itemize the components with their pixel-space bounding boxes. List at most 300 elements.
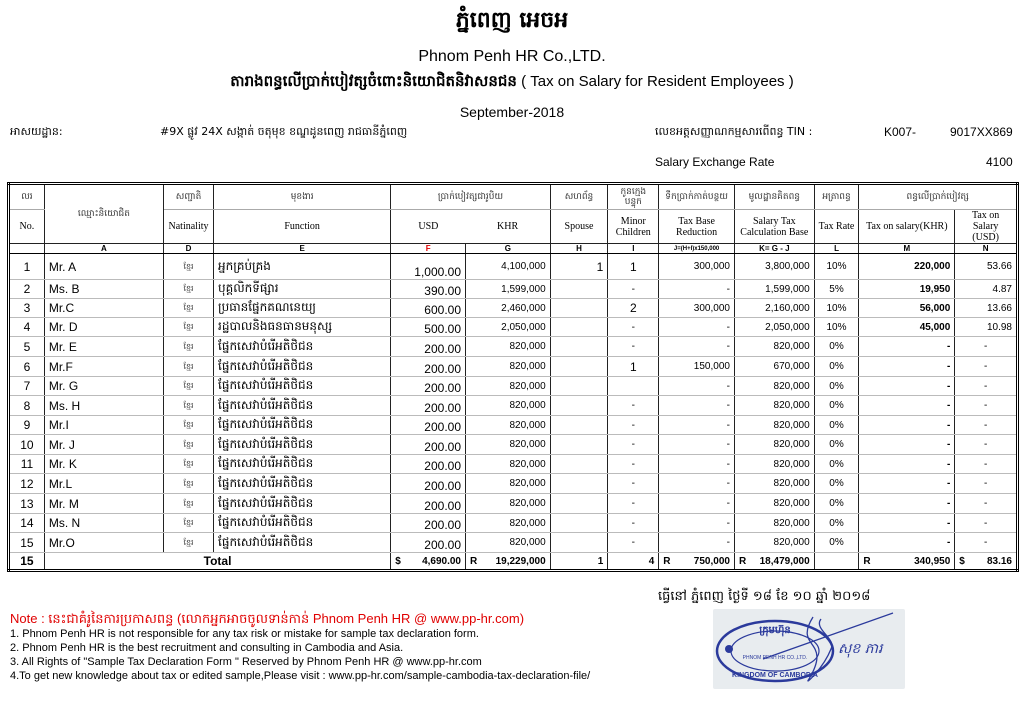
tax-khr: - bbox=[859, 455, 955, 474]
header-reduction-kh: ទឹកប្រាក់កាត់បន្ថយ bbox=[659, 184, 735, 210]
svg-text:សុខ ភារ: សុខ ភារ bbox=[838, 641, 883, 657]
spouse-count bbox=[550, 455, 608, 474]
tax-usd: - bbox=[955, 533, 1018, 553]
table-row bbox=[9, 280, 1018, 299]
function: ផ្នែកសេវាបំរើអតិថិជន bbox=[214, 455, 391, 474]
total-label: Total bbox=[44, 553, 390, 571]
nationality: ខ្មែរ bbox=[164, 455, 214, 474]
tax-rate: 0% bbox=[814, 435, 859, 455]
letter-i: I bbox=[608, 244, 659, 254]
header-minor: Minor Children bbox=[608, 210, 659, 244]
minor-children: 1 bbox=[608, 254, 659, 280]
total-khr bbox=[466, 553, 551, 571]
employee-name: Ms. N bbox=[44, 514, 163, 533]
address-value: #9X ផ្លូវ 24X សង្កាត់ ចតុមុខ ខណ្ឌដូនពេញ រាជធានីភ្នំពេញ bbox=[160, 125, 408, 138]
header-reduction: Tax Base Reduction bbox=[659, 210, 735, 244]
tax-khr: 19,950 bbox=[859, 280, 955, 299]
tax-usd: - bbox=[955, 514, 1018, 533]
table-row bbox=[9, 455, 1018, 474]
employee-name: Ms. B bbox=[44, 280, 163, 299]
letter-g: G bbox=[466, 244, 551, 254]
spouse-count bbox=[550, 280, 608, 299]
tax-usd: - bbox=[955, 494, 1018, 514]
letter-f: F bbox=[391, 244, 466, 254]
row-no: 5 bbox=[9, 337, 45, 357]
header-function: Function bbox=[214, 210, 391, 244]
function: ផ្នែកសេវាបំរើអតិថិជន bbox=[214, 474, 391, 494]
spouse-count bbox=[550, 337, 608, 357]
salary-usd: 500.00 bbox=[391, 318, 466, 337]
tax-calc-base: 820,000 bbox=[734, 494, 814, 514]
tax-usd: - bbox=[955, 377, 1018, 396]
tin-label: លេខអត្តសញ្ញាណកម្មសារពើពន្ធ TIN : bbox=[655, 125, 813, 138]
tax-calc-base: 820,000 bbox=[734, 474, 814, 494]
header-rate: Tax Rate bbox=[814, 210, 859, 244]
tax-base-reduction: - bbox=[659, 377, 735, 396]
row-no: 8 bbox=[9, 396, 45, 416]
function: ផ្នែកសេវាបំរើអតិថិជន bbox=[214, 514, 391, 533]
tax-base-reduction: 300,000 bbox=[659, 254, 735, 280]
tax-calc-base: 820,000 bbox=[734, 416, 814, 435]
tax-usd: - bbox=[955, 337, 1018, 357]
header-function-kh: មុខងារ bbox=[214, 184, 391, 210]
salary-khr: 4,100,000 bbox=[466, 254, 551, 280]
minor-children: - bbox=[608, 455, 659, 474]
table-row bbox=[9, 377, 1018, 396]
spouse-count bbox=[550, 377, 608, 396]
tax-usd: - bbox=[955, 455, 1018, 474]
row-no: 12 bbox=[9, 474, 45, 494]
nationality: ខ្មែរ bbox=[164, 396, 214, 416]
spouse-count bbox=[550, 514, 608, 533]
tax-rate: 0% bbox=[814, 474, 859, 494]
employee-name: Mr.I bbox=[44, 416, 163, 435]
minor-children: - bbox=[608, 494, 659, 514]
form-subtitle bbox=[0, 72, 1024, 94]
function: ប្រធានផ្នែកគណនេយ្យ bbox=[214, 299, 391, 318]
table-row bbox=[9, 299, 1018, 318]
row-no: 7 bbox=[9, 377, 45, 396]
salary-usd: 200.00 bbox=[391, 416, 466, 435]
total-spouse: 1 bbox=[550, 553, 608, 571]
total-base bbox=[734, 553, 814, 571]
salary-usd: 200.00 bbox=[391, 377, 466, 396]
tax-rate: 0% bbox=[814, 494, 859, 514]
currency-riel: R bbox=[738, 555, 747, 567]
salary-usd: 600.00 bbox=[391, 299, 466, 318]
salary-khr: 820,000 bbox=[466, 416, 551, 435]
currency-usd: $ bbox=[395, 555, 401, 567]
note-item: 3. All Rights of "Sample Tax Declaration Form " Reserved by Phnom Penh HR @ www.pp-hr.com bbox=[10, 656, 482, 668]
salary-khr: 820,000 bbox=[466, 474, 551, 494]
salary-khr: 820,000 bbox=[466, 494, 551, 514]
row-no: 3 bbox=[9, 299, 45, 318]
salary-khr: 2,050,000 bbox=[466, 318, 551, 337]
employee-name: Mr.F bbox=[44, 357, 163, 377]
nationality: ខ្មែរ bbox=[164, 318, 214, 337]
tax-calc-base: 820,000 bbox=[734, 337, 814, 357]
total-count: 15 bbox=[9, 553, 45, 571]
exchange-rate-value: 4100 bbox=[986, 155, 1013, 169]
table-row bbox=[9, 416, 1018, 435]
spouse-count bbox=[550, 494, 608, 514]
nationality: ខ្មែរ bbox=[164, 357, 214, 377]
total-tax-usd-value: 83.16 bbox=[986, 555, 1012, 567]
header-spouse-kh: សហព័ន្ធ bbox=[550, 184, 608, 210]
tax-khr: 56,000 bbox=[859, 299, 955, 318]
tax-calc-base: 820,000 bbox=[734, 396, 814, 416]
notes-section bbox=[10, 612, 590, 683]
minor-children: - bbox=[608, 533, 659, 553]
spouse-count bbox=[550, 299, 608, 318]
tax-rate: 5% bbox=[814, 280, 859, 299]
header-row-kh bbox=[9, 184, 1018, 210]
header-base: Salary Tax Calculation Base bbox=[734, 210, 814, 244]
total-base-value: 18,479,000 bbox=[759, 555, 810, 567]
tax-rate: 0% bbox=[814, 396, 859, 416]
table-row bbox=[9, 514, 1018, 533]
note-title: Note : នេះជាគំរូនៃការប្រកាសពន្ធ (លោកអ្នកអាចចូលទាន់កាន់ Phnom Penh HR @ www.pp-hr.com) bbox=[10, 611, 525, 626]
function: ផ្នែកសេវាបំរើអតិថិជន bbox=[214, 533, 391, 553]
header-khr: KHR bbox=[466, 210, 551, 244]
total-khr-value: 19,229,000 bbox=[495, 555, 546, 567]
currency-riel: R bbox=[663, 555, 671, 567]
tax-khr: 220,000 bbox=[859, 254, 955, 280]
letter-m: M bbox=[859, 244, 955, 254]
employee-name: Mr.O bbox=[44, 533, 163, 553]
salary-khr: 820,000 bbox=[466, 396, 551, 416]
tax-calc-base: 820,000 bbox=[734, 377, 814, 396]
function: ផ្នែកសេវាបំរើអតិថិជន bbox=[214, 435, 391, 455]
document-title-kh: ភ្នំពេញ អេចអ bbox=[455, 8, 569, 33]
row-no: 1 bbox=[9, 254, 45, 280]
header-nationality-kh: សញ្ជាតិ bbox=[164, 184, 214, 210]
letter-no bbox=[9, 244, 45, 254]
employee-name: Mr. E bbox=[44, 337, 163, 357]
address-label: អាសយដ្ឋាន: bbox=[10, 125, 63, 138]
function: ផ្នែកសេវាបំរើអតិថិជន bbox=[214, 494, 391, 514]
spouse-count bbox=[550, 474, 608, 494]
header-usd: USD bbox=[391, 210, 466, 244]
function: ផ្នែកសេវាបំរើអតិថិជន bbox=[214, 357, 391, 377]
salary-khr: 820,000 bbox=[466, 455, 551, 474]
spouse-count: 1 bbox=[550, 254, 608, 280]
tax-khr: - bbox=[859, 533, 955, 553]
tax-rate: 10% bbox=[814, 299, 859, 318]
employee-name: Mr.C bbox=[44, 299, 163, 318]
tax-calc-base: 820,000 bbox=[734, 455, 814, 474]
minor-children: - bbox=[608, 337, 659, 357]
function: ផ្នែកសេវាបំរើអតិថិជន bbox=[214, 337, 391, 357]
tax-rate: 0% bbox=[814, 337, 859, 357]
salary-khr: 820,000 bbox=[466, 514, 551, 533]
nationality: ខ្មែរ bbox=[164, 377, 214, 396]
header-base-kh: មូលដ្ឋានគិតពន្ធ bbox=[734, 184, 814, 210]
total-reduction-value: 750,000 bbox=[693, 555, 730, 567]
spouse-count bbox=[550, 533, 608, 553]
company-stamp-signature bbox=[713, 609, 905, 689]
header-nationality: Natinality bbox=[164, 210, 214, 244]
stamp-icon bbox=[713, 609, 905, 689]
tax-khr: - bbox=[859, 357, 955, 377]
tax-base-reduction: - bbox=[659, 337, 735, 357]
tax-rate: 0% bbox=[814, 357, 859, 377]
function: បុគ្គលិកទីផ្សារ bbox=[214, 280, 391, 299]
total-tax-khr-value: 340,950 bbox=[914, 555, 951, 567]
svg-text:KINGDOM OF CAMBODIA: KINGDOM OF CAMBODIA bbox=[732, 672, 818, 679]
exchange-rate-label: Salary Exchange Rate bbox=[655, 155, 775, 169]
svg-text:ក្រុមហ៊ុន: ក្រុមហ៊ុន bbox=[759, 625, 791, 636]
letter-j: J=(H+I)x150,000 bbox=[659, 244, 735, 254]
table-row bbox=[9, 337, 1018, 357]
tax-khr: - bbox=[859, 435, 955, 455]
tax-rate: 0% bbox=[814, 455, 859, 474]
letter-l: L bbox=[814, 244, 859, 254]
row-no: 9 bbox=[9, 416, 45, 435]
tax-calc-base: 2,050,000 bbox=[734, 318, 814, 337]
salary-khr: 820,000 bbox=[466, 533, 551, 553]
spouse-count bbox=[550, 396, 608, 416]
tax-khr: - bbox=[859, 377, 955, 396]
salary-usd: 1,000.00 bbox=[391, 254, 466, 280]
tax-khr: - bbox=[859, 494, 955, 514]
table-row bbox=[9, 396, 1018, 416]
letter-h: H bbox=[550, 244, 608, 254]
signing-date: ធ្វើនៅ ភ្នំពេញ ថ្ងៃទី ១៨ ខែ ១០ ឆ្នាំ ២០១៨ bbox=[658, 589, 871, 604]
tax-base-reduction: - bbox=[659, 533, 735, 553]
tax-base-reduction: 150,000 bbox=[659, 357, 735, 377]
minor-children: - bbox=[608, 416, 659, 435]
tax-usd: 53.66 bbox=[955, 254, 1018, 280]
tax-khr: - bbox=[859, 337, 955, 357]
tax-base-reduction: - bbox=[659, 494, 735, 514]
total-row bbox=[9, 553, 1018, 571]
header-tax-kh: ពន្ធលើប្រាក់បៀវត្ស bbox=[859, 184, 1018, 210]
tax-khr: - bbox=[859, 396, 955, 416]
salary-usd: 200.00 bbox=[391, 455, 466, 474]
tax-usd: - bbox=[955, 474, 1018, 494]
tax-base-reduction: - bbox=[659, 474, 735, 494]
employee-name: Mr. G bbox=[44, 377, 163, 396]
table-body bbox=[9, 254, 1018, 553]
tax-base-reduction: - bbox=[659, 318, 735, 337]
header-name-kh: ឈ្មោះនិយោជិត bbox=[44, 184, 163, 244]
salary-usd: 200.00 bbox=[391, 533, 466, 553]
spouse-count bbox=[550, 435, 608, 455]
salary-khr: 820,000 bbox=[466, 357, 551, 377]
period: September-2018 bbox=[459, 104, 565, 120]
function: ផ្នែកសេវាបំរើអតិថិជន bbox=[214, 396, 391, 416]
minor-children bbox=[608, 377, 659, 396]
letter-a: A bbox=[44, 244, 163, 254]
note-item: 2. Phnom Penh HR is the best recruitment and consulting in Cambodia and Asia. bbox=[10, 642, 404, 654]
tax-base-reduction: - bbox=[659, 435, 735, 455]
employee-name: Ms. H bbox=[44, 396, 163, 416]
tax-rate: 0% bbox=[814, 514, 859, 533]
currency-riel: R bbox=[863, 555, 871, 567]
total-usd bbox=[391, 553, 466, 571]
function: អ្នកគ្រប់គ្រង bbox=[214, 254, 391, 280]
employee-name: Mr. A bbox=[44, 254, 163, 280]
subtitle-en: ( Tax on Salary for Resident Employees ) bbox=[521, 73, 794, 90]
tax-base-reduction: - bbox=[659, 280, 735, 299]
table-row bbox=[9, 474, 1018, 494]
salary-usd: 200.00 bbox=[391, 396, 466, 416]
tax-rate: 0% bbox=[814, 377, 859, 396]
tax-usd: - bbox=[955, 435, 1018, 455]
tax-calc-base: 820,000 bbox=[734, 435, 814, 455]
tax-rate: 10% bbox=[814, 318, 859, 337]
nationality: ខ្មែរ bbox=[164, 254, 214, 280]
minor-children: - bbox=[608, 280, 659, 299]
table-row bbox=[9, 357, 1018, 377]
nationality: ខ្មែរ bbox=[164, 533, 214, 553]
letter-d: D bbox=[164, 244, 214, 254]
tax-base-reduction: - bbox=[659, 396, 735, 416]
currency-riel: R bbox=[470, 555, 478, 567]
currency-usd: $ bbox=[959, 555, 965, 567]
function: ផ្នែកសេវាបំរើអតិថិជន bbox=[214, 377, 391, 396]
nationality: ខ្មែរ bbox=[164, 494, 214, 514]
tax-base-reduction: - bbox=[659, 455, 735, 474]
svg-text:PHNOM PENH HR CO.,LTD.: PHNOM PENH HR CO.,LTD. bbox=[742, 655, 808, 661]
tax-rate: 0% bbox=[814, 416, 859, 435]
nationality: ខ្មែរ bbox=[164, 435, 214, 455]
salary-usd: 200.00 bbox=[391, 435, 466, 455]
salary-khr: 820,000 bbox=[466, 337, 551, 357]
spouse-count bbox=[550, 357, 608, 377]
tax-base-reduction: 300,000 bbox=[659, 299, 735, 318]
employee-name: Mr. J bbox=[44, 435, 163, 455]
tax-khr: - bbox=[859, 474, 955, 494]
row-no: 15 bbox=[9, 533, 45, 553]
tax-usd: 13.66 bbox=[955, 299, 1018, 318]
total-rate bbox=[814, 553, 859, 571]
row-no: 14 bbox=[9, 514, 45, 533]
header-minor-kh: កូនក្មេង បន្ទុក bbox=[608, 184, 659, 210]
total-reduction bbox=[659, 553, 735, 571]
salary-usd: 200.00 bbox=[391, 357, 466, 377]
tax-calc-base: 820,000 bbox=[734, 533, 814, 553]
row-no: 6 bbox=[9, 357, 45, 377]
tax-usd: 10.98 bbox=[955, 318, 1018, 337]
tax-usd: - bbox=[955, 396, 1018, 416]
row-no: 13 bbox=[9, 494, 45, 514]
header-rate-kh: អត្រាពន្ធ bbox=[814, 184, 859, 210]
table-row bbox=[9, 254, 1018, 280]
salary-khr: 1,599,000 bbox=[466, 280, 551, 299]
employee-name: Mr. M bbox=[44, 494, 163, 514]
minor-children: - bbox=[608, 396, 659, 416]
salary-khr: 820,000 bbox=[466, 435, 551, 455]
salary-usd: 200.00 bbox=[391, 514, 466, 533]
tax-base-reduction: - bbox=[659, 514, 735, 533]
spouse-count bbox=[550, 416, 608, 435]
tax-khr: 45,000 bbox=[859, 318, 955, 337]
header-spouse: Spouse bbox=[550, 210, 608, 244]
nationality: ខ្មែរ bbox=[164, 337, 214, 357]
nationality: ខ្មែរ bbox=[164, 299, 214, 318]
subtitle-kh: តារាងពន្ធលើប្រាក់បៀវត្សចំពោះនិយោជិតនិវាសនជន bbox=[230, 72, 517, 90]
header-no-kh: លរ bbox=[9, 184, 45, 210]
row-no: 2 bbox=[9, 280, 45, 299]
salary-usd: 200.00 bbox=[391, 474, 466, 494]
row-no: 11 bbox=[9, 455, 45, 474]
tax-rate: 0% bbox=[814, 533, 859, 553]
tax-base-reduction: - bbox=[659, 416, 735, 435]
tin-value: 9017XX869 bbox=[950, 125, 1013, 139]
table-row bbox=[9, 494, 1018, 514]
note-item: 1. Phnom Penh HR is not responsible for any tax risk or mistake for sample tax declaration form. bbox=[10, 628, 479, 640]
employee-name: Mr.L bbox=[44, 474, 163, 494]
nationality: ខ្មែរ bbox=[164, 474, 214, 494]
minor-children: - bbox=[608, 474, 659, 494]
tax-usd: - bbox=[955, 357, 1018, 377]
total-usd-value: 4,690.00 bbox=[422, 555, 461, 567]
minor-children: - bbox=[608, 514, 659, 533]
employee-name: Mr. D bbox=[44, 318, 163, 337]
tax-usd: - bbox=[955, 416, 1018, 435]
row-no: 4 bbox=[9, 318, 45, 337]
tax-calc-base: 820,000 bbox=[734, 514, 814, 533]
nationality: ខ្មែរ bbox=[164, 280, 214, 299]
total-minor: 4 bbox=[608, 553, 659, 571]
company-name: Phnom Penh HR Co.,LTD. bbox=[418, 48, 606, 65]
note-item: 4.To get new knowledge about tax or edited sample,Please visit : www.pp-hr.com/sample-cambodia-tax-declaration-file/ bbox=[10, 670, 591, 682]
salary-usd: 200.00 bbox=[391, 337, 466, 357]
salary-khr: 820,000 bbox=[466, 377, 551, 396]
header-tax-khr: Tax on salary(KHR) bbox=[859, 210, 955, 244]
total-tax-khr bbox=[859, 553, 955, 571]
tax-khr: - bbox=[859, 514, 955, 533]
letter-k: K= G - J bbox=[734, 244, 814, 254]
tax-calc-base: 1,599,000 bbox=[734, 280, 814, 299]
minor-children: - bbox=[608, 318, 659, 337]
function: រដ្ឋបាលនិងធនធានមនុស្ស bbox=[214, 318, 391, 337]
function: ផ្នែកសេវាបំរើអតិថិជន bbox=[214, 416, 391, 435]
minor-children: - bbox=[608, 435, 659, 455]
header-salary-kh: ប្រាក់បៀវត្សជារូបិយ bbox=[391, 184, 550, 210]
table-row bbox=[9, 318, 1018, 337]
row-no: 10 bbox=[9, 435, 45, 455]
salary-usd: 200.00 bbox=[391, 494, 466, 514]
tax-calc-base: 3,800,000 bbox=[734, 254, 814, 280]
header-row-letters bbox=[9, 244, 1018, 254]
salary-khr: 2,460,000 bbox=[466, 299, 551, 318]
table-row bbox=[9, 533, 1018, 553]
tax-khr: - bbox=[859, 416, 955, 435]
spouse-count bbox=[550, 318, 608, 337]
minor-children: 2 bbox=[608, 299, 659, 318]
tax-calc-base: 2,160,000 bbox=[734, 299, 814, 318]
minor-children: 1 bbox=[608, 357, 659, 377]
header-tax-usd: Tax on Salary (USD) bbox=[955, 210, 1018, 244]
tin-prefix: K007- bbox=[884, 125, 917, 139]
letter-e: E bbox=[214, 244, 391, 254]
nationality: ខ្មែរ bbox=[164, 514, 214, 533]
nationality: ខ្មែរ bbox=[164, 416, 214, 435]
tax-calc-base: 670,000 bbox=[734, 357, 814, 377]
letter-n: N bbox=[955, 244, 1018, 254]
tax-table bbox=[7, 182, 1019, 572]
salary-usd: 390.00 bbox=[391, 280, 466, 299]
total-tax-usd bbox=[955, 553, 1018, 571]
employee-name: Mr. K bbox=[44, 455, 163, 474]
header-no: No. bbox=[9, 210, 45, 244]
table-row bbox=[9, 435, 1018, 455]
tax-usd: 4.87 bbox=[955, 280, 1018, 299]
tax-rate: 10% bbox=[814, 254, 859, 280]
